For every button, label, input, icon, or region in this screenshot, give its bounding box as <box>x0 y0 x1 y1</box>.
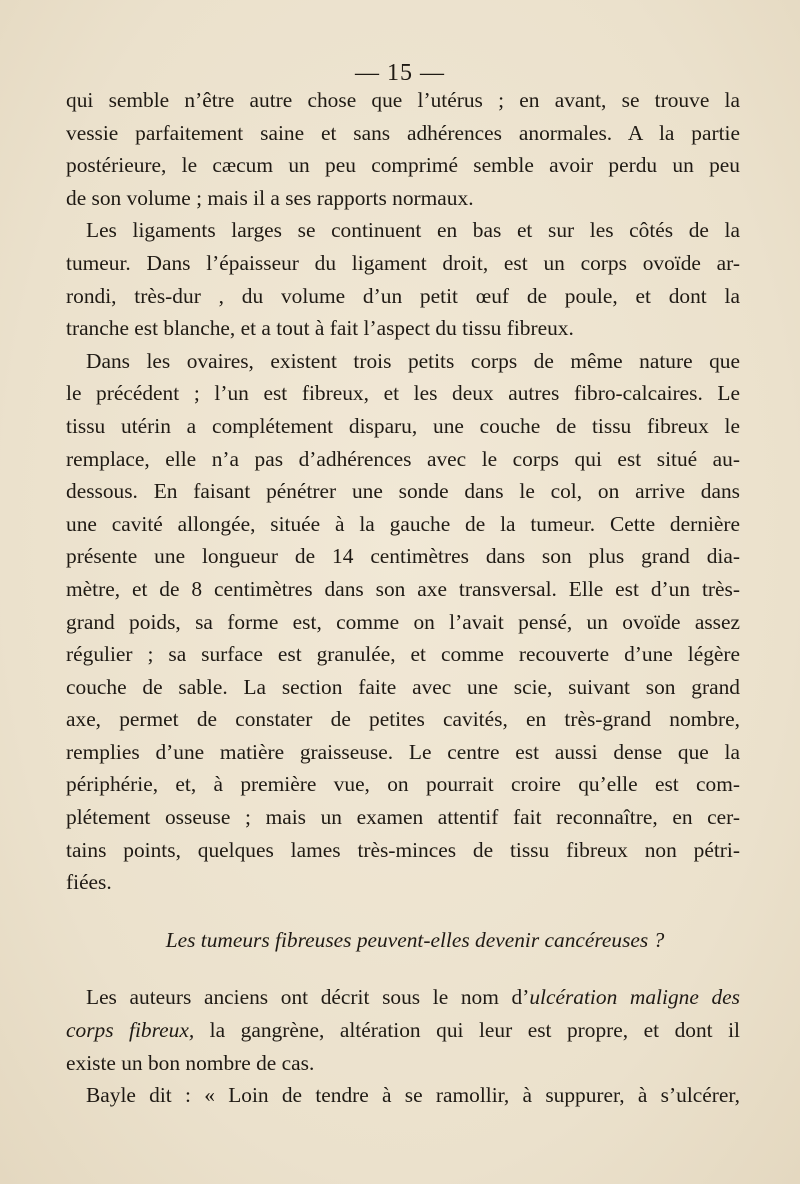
body-text <box>66 84 740 1112</box>
text-line: Dans les ovaires, existent trois petits corps de même nature que <box>86 348 740 373</box>
paragraph-1 <box>66 84 740 214</box>
text-line: régulier ; sa surface est granulée, et comme recouverte d’une légère <box>66 642 740 667</box>
text-line: qui semble n’être autre chose que l’utérus ; en avant, se trouve la <box>66 88 740 112</box>
text-line: Bayle dit : « Loin de tendre à se ramollir, à suppurer, à s’ulcérer, <box>86 1083 740 1108</box>
text-line: tumeur. Dans l’épaisseur du ligament droit, est un corps ovoïde ar- <box>66 250 740 275</box>
section-heading: Les tumeurs fibreuses peuvent-elles devenir cancéreuses ? <box>165 927 665 952</box>
text-line: postérieure, le cæcum un peu comprimé semble avoir perdu un peu <box>66 153 740 178</box>
text-line: grand poids, sa forme est, comme on l’avait pensé, un ovoïde assez <box>66 609 740 634</box>
text-line: de son volume ; mais il a ses rapports normaux. <box>66 185 474 210</box>
paragraph-3 <box>66 345 740 899</box>
paragraph-4 <box>66 981 740 1079</box>
text-line: tains points, quelques lames très-minces de tissu fibreux non pétri- <box>66 837 740 862</box>
text-line: remplace, elle n’a pas d’adhérences avec le corps qui est situé au- <box>66 446 740 471</box>
text-line: dessous. En faisant pénétrer une sonde dans le col, on arrive dans <box>66 479 740 504</box>
text-line: plétement osseuse ; mais un examen attentif fait reconnaître, en cer- <box>66 805 740 830</box>
text-line: fiées. <box>66 870 112 895</box>
text-run: Les auteurs anciens ont décrit sous le nom d’ <box>86 985 530 1010</box>
text-line: existe un bon nombre de cas. <box>66 1050 315 1075</box>
text-line: présente une longueur de 14 centimètres dans son plus grand dia- <box>66 544 740 569</box>
text-line: Les ligaments larges se continuent en bas et sur les côtés de la <box>86 218 740 243</box>
text-line: tranche est blanche, et a tout à fait l’aspect du tissu fibreux. <box>66 316 574 341</box>
paragraph-2 <box>66 214 740 344</box>
italic-term: corps fibreux, <box>66 1018 195 1043</box>
text-line: couche de sable. La section faite avec une scie, suivant son grand <box>66 674 740 699</box>
text-line: une cavité allongée, située à la gauche de la tumeur. Cette dernière <box>66 511 740 536</box>
text-line: périphérie, et, à première vue, on pourrait croire qu’elle est com- <box>66 772 740 797</box>
text-line: remplies d’une matière graisseuse. Le centre est aussi dense que la <box>66 739 740 764</box>
text-line: rondi, très-dur , du volume d’un petit œuf de poule, et dont la <box>66 283 740 308</box>
text-run: la gangrène, altération qui leur est propre, et dont il <box>194 1018 741 1043</box>
text-line: le précédent ; l’un est fibreux, et les deux autres fibro-calcaires. Le <box>66 381 740 406</box>
text-line <box>66 1014 740 1047</box>
page-number: — 15 — <box>355 60 445 86</box>
text-line <box>66 981 740 1014</box>
paragraph-5 <box>66 1079 740 1112</box>
text-line: mètre, et de 8 centimètres dans son axe transversal. Elle est d’un très- <box>66 576 740 601</box>
text-line: axe, permet de constater de petites cavités, en très-grand nombre, <box>66 707 740 732</box>
text-line: vessie parfaitement saine et sans adhérences anormales. A la partie <box>66 120 740 145</box>
italic-term: ulcération maligne des <box>529 985 740 1010</box>
text-line: tissu utérin a complétement disparu, une couche de tissu fibreux le <box>66 413 740 438</box>
